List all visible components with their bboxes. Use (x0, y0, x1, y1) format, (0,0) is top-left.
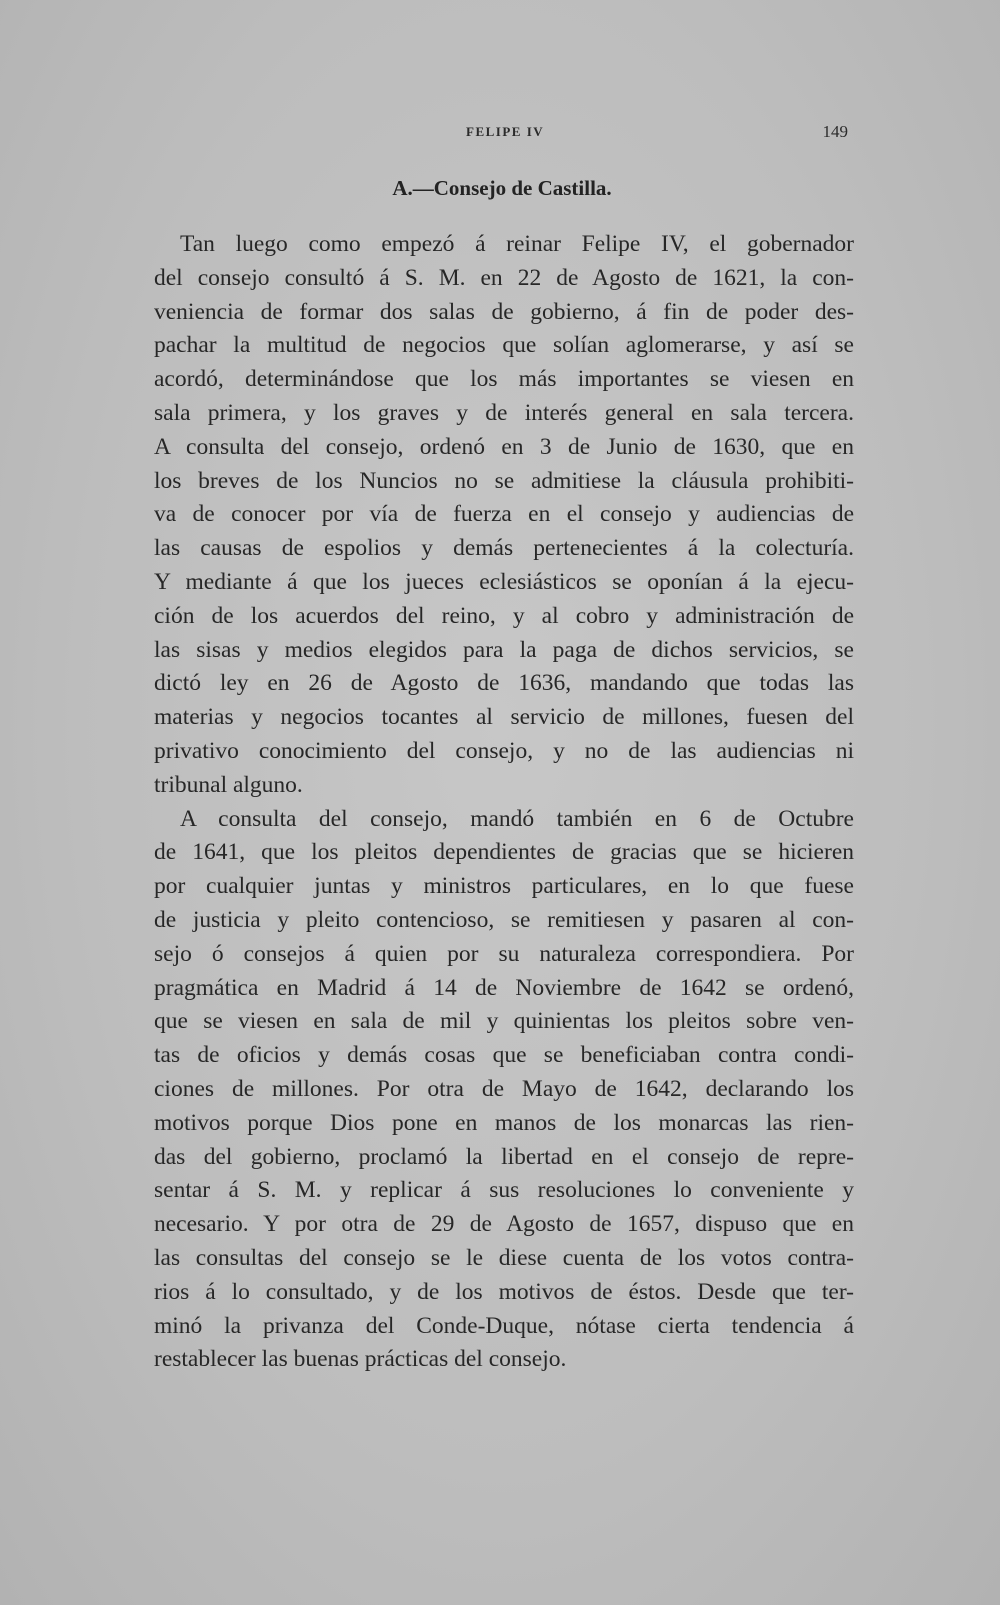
text-line: por cualquier juntas y ministros particulares, en lo que fuese (154, 873, 854, 900)
text-line: acordó, determinándose que los más importantes se viesen en (154, 366, 854, 393)
body-text (154, 228, 854, 1377)
text-line: que se viesen en sala de mil y quinientas los pleitos sobre ven- (154, 1008, 854, 1035)
text-line: de 1641, que los pleitos dependientes de gracias que se hicieren (154, 839, 854, 866)
text-line: veniencia de formar dos salas de gobierno, á fin de poder des- (154, 298, 854, 325)
text-line: A consulta del consejo, mandó también en 6 de Octubre (180, 805, 854, 832)
text-line: los breves de los Nuncios no se admitiese la cláusula prohibiti- (154, 467, 854, 494)
text-line: sentar á S. M. y replicar á sus resoluciones lo conveniente y (154, 1177, 854, 1204)
text-line: necesario. Y por otra de 29 de Agosto de 1657, dispuso que en (154, 1211, 854, 1238)
text-line: ción de los acuerdos del reino, y al cobro y administración de (154, 602, 854, 629)
text-line: ciones de millones. Por otra de Mayo de 1642, declarando los (154, 1075, 854, 1102)
text-line: las consultas del consejo se le diese cuenta de los votos contra- (154, 1244, 854, 1271)
page-number: 149 (822, 122, 848, 141)
text-line: minó la privanza del Conde-Duque, nótase cierta tendencia á (154, 1312, 854, 1339)
text-line: das del gobierno, proclamó la libertad en el consejo de repre- (154, 1143, 854, 1170)
text-line: tribunal alguno. (154, 771, 303, 798)
text-line: sala primera, y los graves y de interés general en sala tercera. (154, 399, 854, 426)
text-line: A consulta del consejo, ordenó en 3 de Junio de 1630, que en (154, 433, 854, 460)
text-line: dictó ley en 26 de Agosto de 1636, mandando que todas las (154, 670, 854, 697)
text-line: pachar la multitud de negocios que solían aglomerarse, y así se (154, 332, 854, 359)
text-line: rios á lo consultado, y de los motivos de éstos. Desde que ter- (154, 1278, 854, 1305)
running-title: FELIPE IV (466, 124, 545, 139)
running-head (156, 124, 848, 146)
text-line: sejo ó consejos á quien por su naturaleza correspondiera. Por (154, 940, 854, 967)
text-line: de justicia y pleito contencioso, se remitiesen y pasaren al con- (154, 906, 854, 933)
text-line: va de conocer por vía de fuerza en el consejo y audiencias de (154, 501, 854, 528)
text-line: privativo conocimiento del consejo, y no de las audiencias ni (154, 737, 854, 764)
text-line: Tan luego como empezó á reinar Felipe IV, el gobernador (180, 231, 854, 257)
text-line: tas de oficios y demás cosas que se beneficiaban contra condi- (154, 1042, 854, 1069)
section-heading: A.—Consejo de Castilla. (392, 176, 612, 200)
text-line: del consejo consultó á S. M. en 22 de Agosto de 1621, la con- (154, 264, 854, 291)
text-line: las sisas y medios elegidos para la paga de dichos servicios, se (154, 636, 854, 663)
text-line: pragmática en Madrid á 14 de Noviembre de 1642 se ordenó, (154, 974, 854, 1001)
text-line: motivos porque Dios pone en manos de los monarcas las rien- (154, 1109, 854, 1136)
text-line: Y mediante á que los jueces eclesiásticos se oponían á la ejecu- (154, 568, 854, 595)
text-line: restablecer las buenas prácticas del consejo. (154, 1346, 567, 1373)
text-line: materias y negocios tocantes al servicio de millones, fuesen del (154, 704, 854, 731)
text-line: las causas de espolios y demás pertenecientes á la colecturía. (154, 535, 854, 562)
